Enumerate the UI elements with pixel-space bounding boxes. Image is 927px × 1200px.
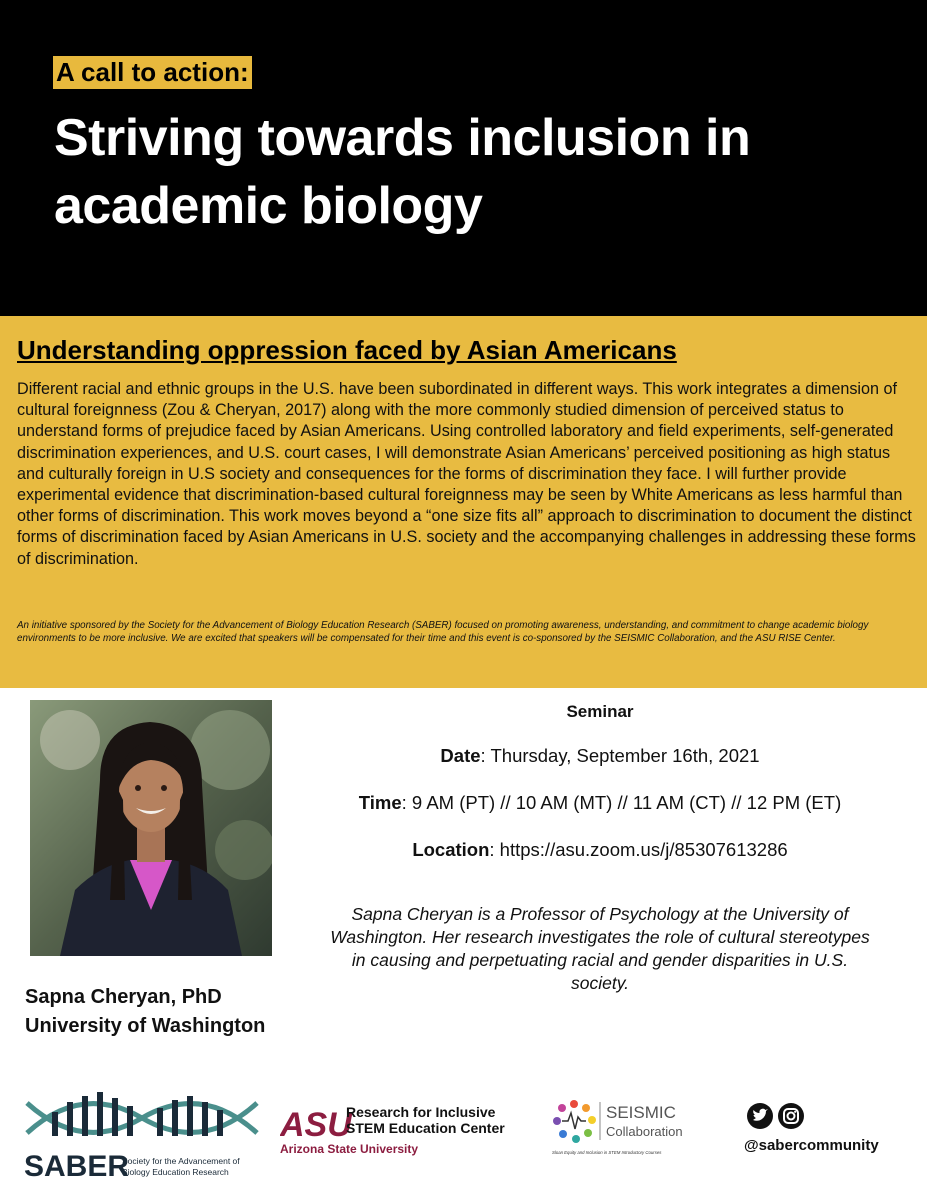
event-type: Seminar	[566, 702, 634, 721]
seismic-name: SEISMIC	[606, 1103, 676, 1122]
event-location	[300, 838, 900, 862]
time-value: : 9 AM (PT) // 10 AM (MT) // 11 AM (CT) // 12 PM (ET)	[401, 792, 842, 813]
seismic-ring-icon	[552, 1098, 692, 1160]
speaker-bio: Sapna Cheryan is a Professor of Psychology at the University of Washington. Her research investigates the role of cultural stereotypes in causing and perpetuating racial and gender disparities in U.S. society.	[330, 904, 870, 993]
location-label: Location	[412, 839, 490, 860]
speaker-portrait-image	[30, 700, 272, 956]
talk-subtitle: Understanding oppression faced by Asian Americans	[17, 335, 677, 365]
location-value[interactable]: : https://asu.zoom.us/j/85307613286	[489, 839, 788, 860]
social-block	[744, 1100, 894, 1160]
social-handle[interactable]: @sabercommunity	[744, 1137, 879, 1154]
page-title: Striving towards inclusion in academic biology	[54, 109, 751, 235]
twitter-icon[interactable]	[747, 1103, 773, 1129]
saber-logo	[22, 1088, 262, 1183]
saber-wordmark: SABER	[24, 1150, 130, 1183]
date-value: : Thursday, September 16th, 2021	[480, 745, 760, 766]
saber-tagline-1: Society for the Advancement of	[122, 1156, 240, 1166]
seismic-tagline: Sloan Equity and Inclusion in STEM Introductory Courses	[552, 1150, 662, 1155]
speaker-photo	[30, 700, 272, 956]
event-time	[300, 791, 900, 815]
asu-logo-mark	[280, 1103, 530, 1158]
asu-rise-logo	[280, 1103, 530, 1158]
speaker-name: Sapna Cheryan, PhD	[25, 986, 222, 1008]
dna-helix-icon	[22, 1088, 262, 1183]
time-label: Time	[358, 792, 402, 813]
asu-center-line-1: Research for Inclusive	[346, 1104, 496, 1120]
sponsor-note: An initiative sponsored by the Society for the Advancement of Biology Education Research (SABER) focused on promoting awareness, understanding, and commitment to change academic biology environments to be more inclusive. We are excited that speakers will be compensated for their time and this event is co-sponsored by the SEISMIC Collaboration, and the ASU RISE Center.	[17, 620, 869, 644]
date-label: Date	[440, 745, 481, 766]
social-icons	[744, 1100, 894, 1160]
seismic-sub: Collaboration	[606, 1124, 683, 1139]
talk-abstract: Different racial and ethnic groups in the U.S. have been subordinated in different ways. This work integrates a dimension of cultural foreignness (Zou & Cheryan, 2017) along with the more commonly studied dimension of perceived status to understand forms of prejudice faced by Asian Americans. Using controlled laboratory and field experiments, self-generated discrimination experiences, and U.S. court cases, I will demonstrate Asian Americans’ perceived positioning as high status and culturally foreign in U.S society and consequences for the forms of discrimination they face. I will further provide experimental evidence that discrimination-based cultural foreignness may be seen by White Americans as less harmful than other forms of discrimination. This work moves beyond a “one size fits all” approach to discrimination to document the distinct forms of discrimination faced by Asian Americans in U.S. society and the accompanying challenges in addressing these forms of discrimination.	[17, 380, 916, 568]
call-to-action-label: A call to action:	[53, 56, 252, 89]
speaker-affiliation: University of Washington	[25, 1015, 266, 1037]
seismic-logo	[552, 1098, 692, 1160]
instagram-icon[interactable]	[778, 1103, 804, 1129]
asu-mark: ASU	[280, 1106, 352, 1144]
saber-tagline-2: Biology Education Research	[122, 1167, 229, 1177]
event-date	[300, 744, 900, 768]
asu-center-line-2: STEM Education Center	[346, 1120, 505, 1136]
header-banner	[0, 0, 927, 316]
asu-university: Arizona State University	[280, 1142, 419, 1156]
